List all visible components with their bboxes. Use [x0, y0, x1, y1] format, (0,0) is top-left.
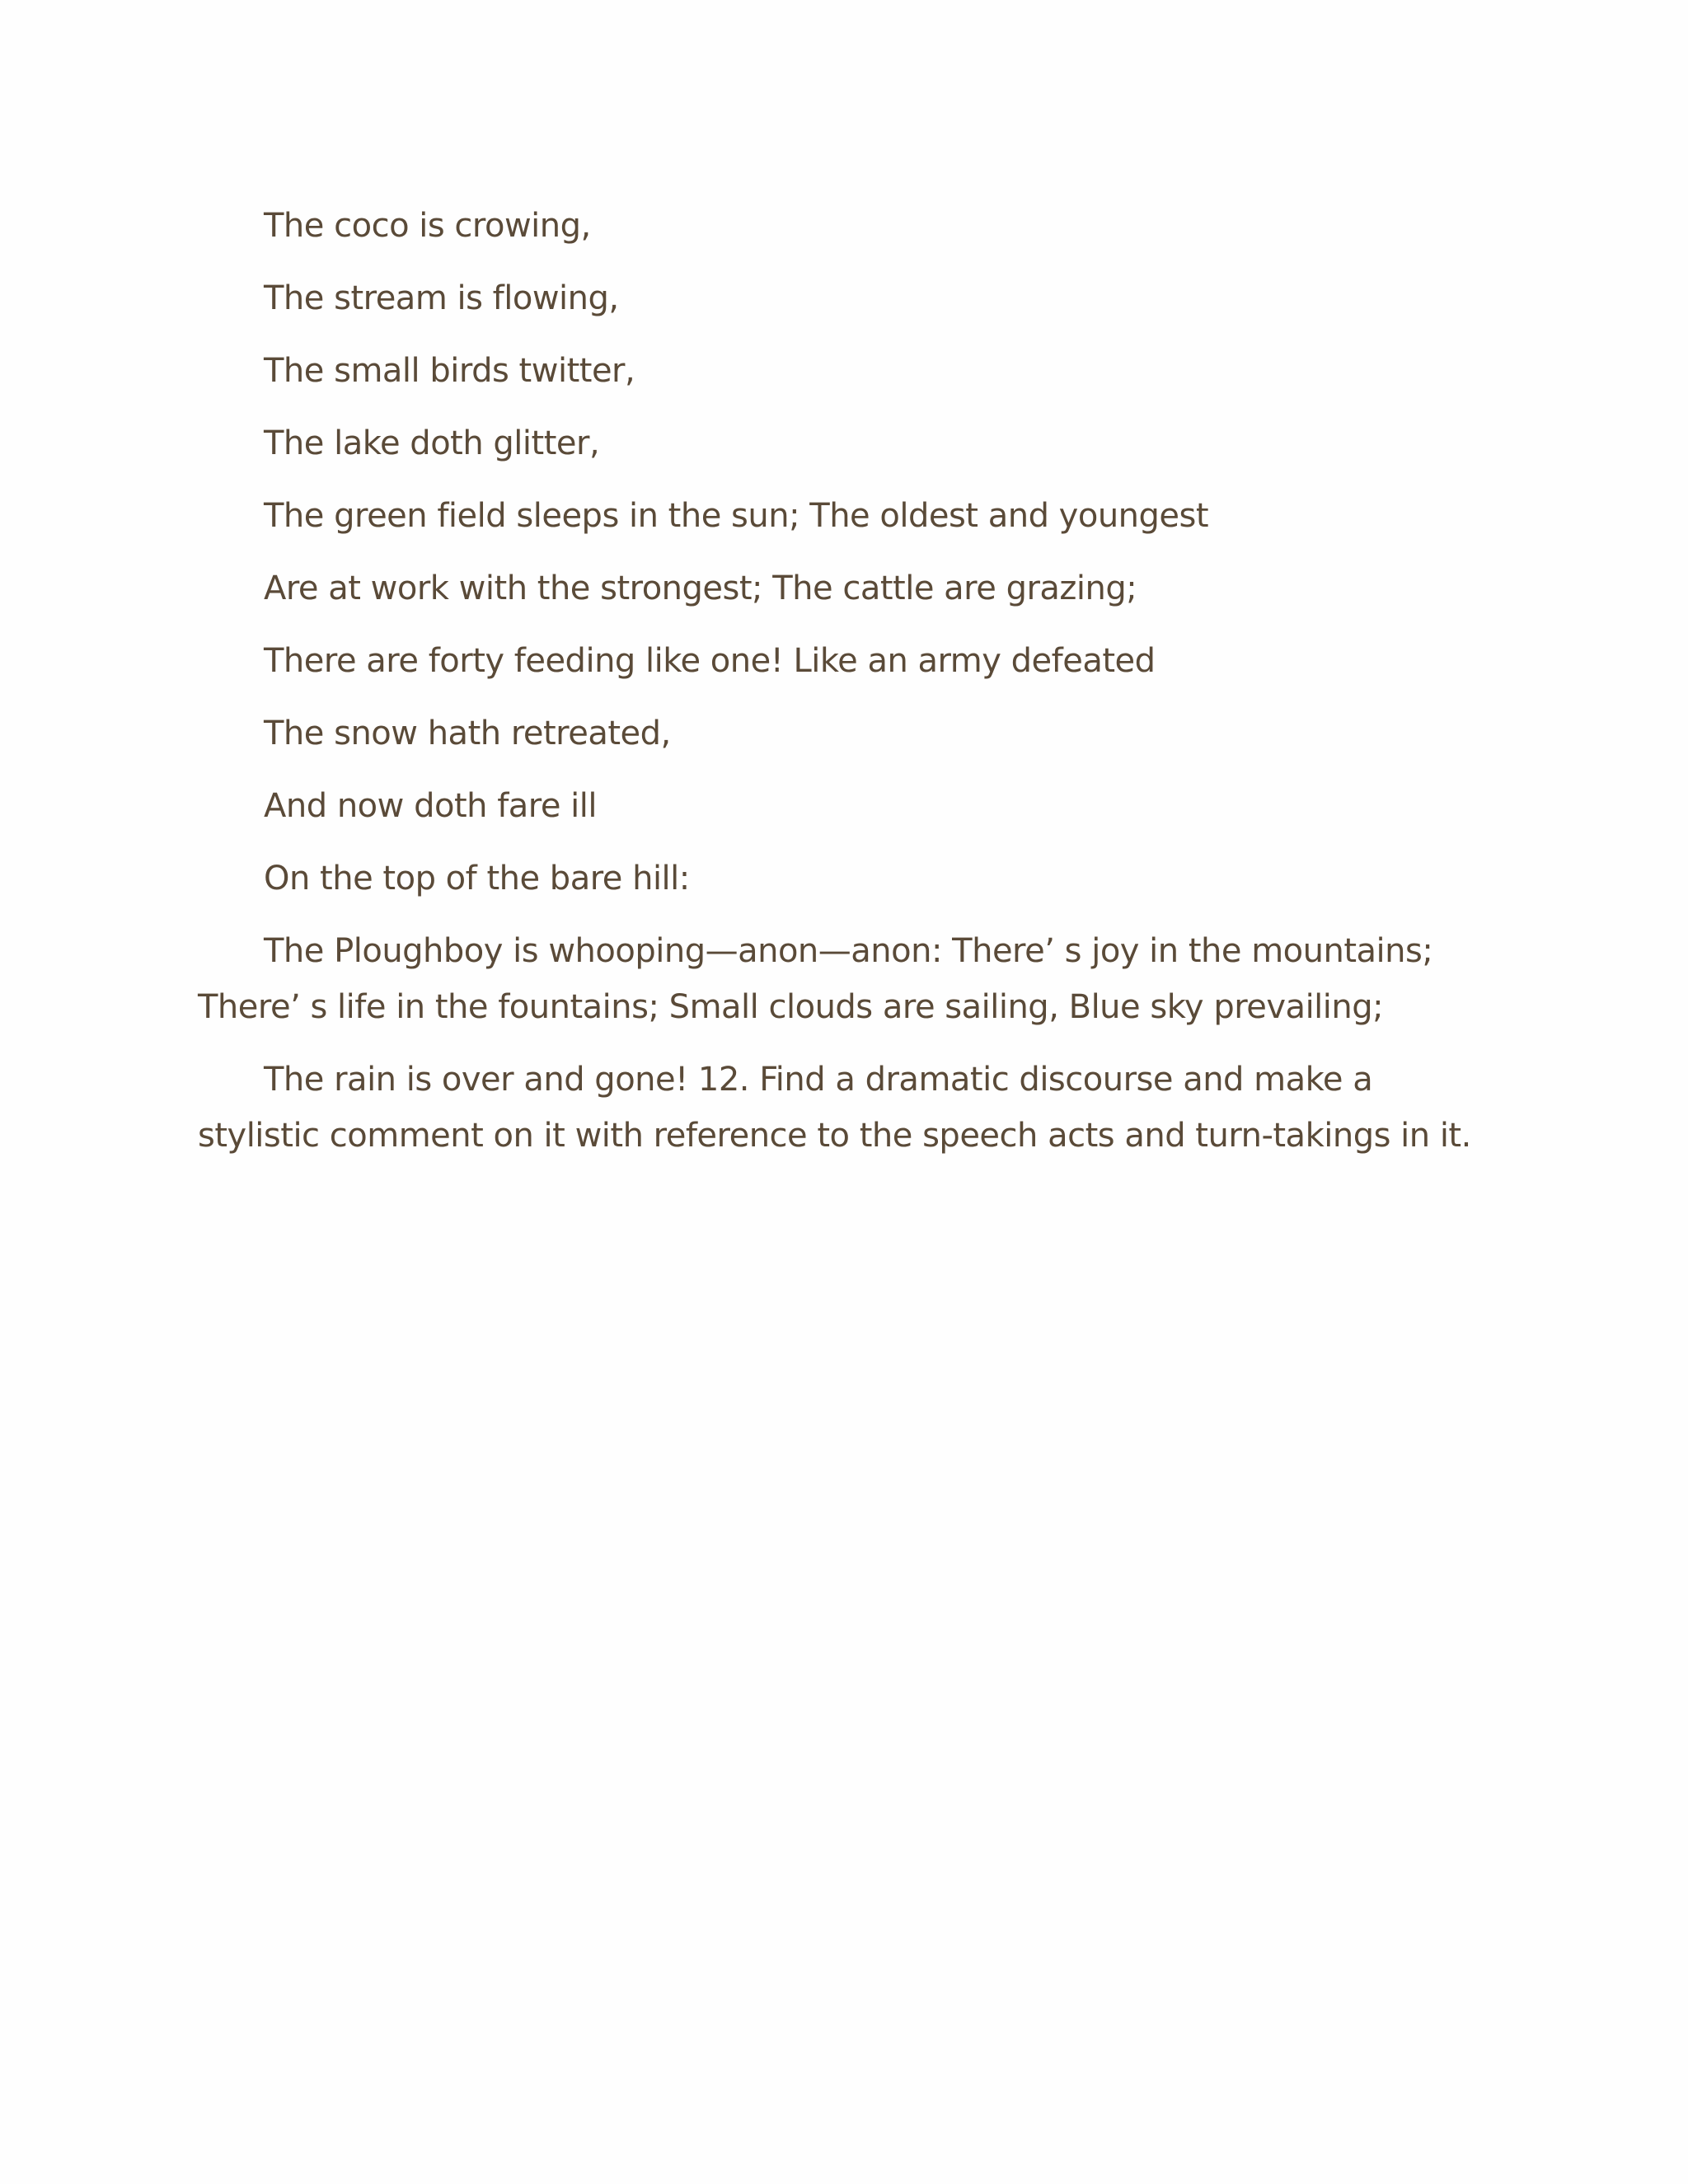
poem-paragraph: The Ploughboy is whooping—anon—anon: There’ s joy in the mountains; There’ s life in the fountains; Small clouds are sailing, Blue sky prevailing;	[198, 932, 1433, 1026]
question-paragraph: The rain is over and gone! 12. Find a dramatic discourse and make a stylistic comment on it with reference to the speech acts and turn-takings in it.	[198, 1061, 1471, 1155]
poem-line: The green field sleeps in the sun; The oldest and youngest	[264, 497, 1209, 535]
document-body	[198, 198, 1500, 1180]
poem-line: The snow hath retreated,	[264, 715, 671, 752]
poem-line: On the top of the bare hill:	[264, 860, 690, 898]
poem-line: The small birds twitter,	[264, 352, 635, 390]
poem-line: And now doth fare ill	[264, 787, 598, 825]
poem-line: There are forty feeding like one! Like an army defeated	[264, 642, 1156, 680]
poem-line: The lake doth glitter,	[264, 424, 600, 462]
poem-line: The coco is crowing,	[264, 207, 591, 245]
poem-line: The stream is flowing,	[264, 279, 619, 317]
poem-line: Are at work with the strongest; The cattle are grazing;	[264, 569, 1137, 607]
